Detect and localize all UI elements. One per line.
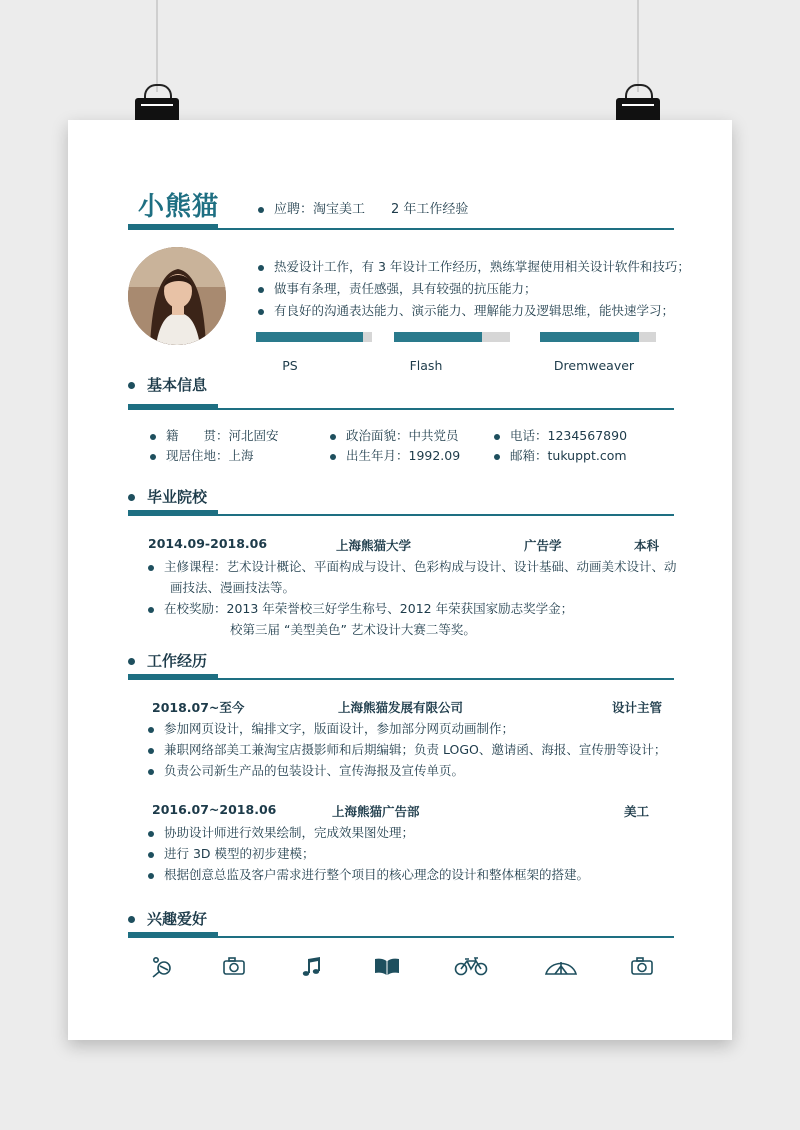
section-title-text: 兴趣爱好 xyxy=(147,910,208,928)
camera-icon xyxy=(222,956,246,976)
bullet-dot xyxy=(148,852,154,858)
section-title-education xyxy=(128,486,207,507)
edu-award xyxy=(148,599,573,617)
edu-degree: 本科 xyxy=(634,538,660,553)
section-rule xyxy=(128,678,674,680)
tennis-icon xyxy=(150,956,174,976)
bullet-dot xyxy=(258,207,264,213)
intro-item xyxy=(258,300,698,322)
job-duty-text: 参加网页设计，编排文字，版面设计，参加部分网页动画制作； xyxy=(164,721,515,736)
job-duty xyxy=(148,719,514,737)
section-title-hobbies xyxy=(128,908,207,929)
bullet-dot xyxy=(148,831,154,837)
resume-page xyxy=(68,120,732,1040)
section-title-text: 基本信息 xyxy=(147,376,208,394)
bullet-dot xyxy=(258,265,264,271)
section-dot xyxy=(128,916,135,923)
job-duty-text: 协助设计师进行效果绘制，完成效果图处理； xyxy=(164,825,415,840)
bullet-dot xyxy=(148,748,154,754)
bullet-dot xyxy=(150,454,156,460)
info-text: 出生年月：1992.09 xyxy=(346,448,461,463)
skill-fill-ps xyxy=(256,332,363,342)
section-dot xyxy=(128,494,135,501)
edu-award-text: 在校奖励：2013 年荣誉校三好学生称号、2012 年荣获国家励志奖学金； xyxy=(164,601,574,616)
intro-item xyxy=(258,256,698,278)
info-phone xyxy=(494,426,627,444)
info-text: 政治面貌：中共党员 xyxy=(346,428,459,443)
apply-text: 应聘：淘宝美工 2 年工作经验 xyxy=(274,202,469,217)
bullet-dot xyxy=(148,873,154,879)
intro-text: 有良好的沟通表达能力、演示能力、理解能力及逻辑思维，能快速学习； xyxy=(274,303,675,318)
section-title-basic xyxy=(128,374,207,395)
edu-award-cont: 校第三届 “美型美色” 艺术设计大赛二等奖。 xyxy=(230,622,476,637)
section-rule xyxy=(128,514,674,516)
hanging-wire-right xyxy=(637,0,639,92)
edu-major: 广告学 xyxy=(524,538,562,553)
candidate-name: 小熊猫 xyxy=(138,192,220,222)
bullet-dot xyxy=(148,607,154,613)
intro-item xyxy=(258,278,698,300)
job-duty xyxy=(148,740,666,758)
bicycle-icon xyxy=(454,956,488,976)
job-position: 设计主管 xyxy=(612,700,663,715)
info-text: 邮箱：tukuppt.com xyxy=(510,448,627,463)
skill-fill-dremweaver xyxy=(540,332,639,342)
edu-school: 上海熊猫大学 xyxy=(336,538,412,553)
bullet-dot xyxy=(150,434,156,440)
job-duty-text: 兼职网络部美工兼淘宝店摄影师和后期编辑；负责 LOGO、邀请函、海报、宣传册等设计； xyxy=(164,742,667,757)
job-company: 上海熊猫发展有限公司 xyxy=(338,700,464,715)
section-title-text: 工作经历 xyxy=(147,652,208,670)
bullet-dot xyxy=(258,287,264,293)
info-political xyxy=(330,426,459,444)
hanging-wire-left xyxy=(156,0,158,92)
job-duty xyxy=(148,761,464,779)
job-duty xyxy=(148,823,414,841)
edu-period: 2014.09-2018.06 xyxy=(148,536,268,551)
section-rule xyxy=(128,936,674,938)
skill-label-flash: Flash xyxy=(409,358,443,373)
music-icon xyxy=(300,956,324,976)
edu-course-cont: 画技法、漫画技法等。 xyxy=(170,580,296,595)
skill-label-dremweaver: Dremweaver xyxy=(553,358,635,373)
book-icon xyxy=(374,956,398,976)
info-residence xyxy=(150,446,254,464)
bullet-dot xyxy=(258,309,264,315)
job-position: 美工 xyxy=(624,804,650,819)
bullet-dot xyxy=(148,565,154,571)
info-text: 现居住地：上海 xyxy=(166,448,254,463)
bullet-dot xyxy=(148,727,154,733)
skill-bar-dremweaver xyxy=(540,332,656,342)
bullet-dot xyxy=(148,769,154,775)
header-rule xyxy=(128,228,674,230)
self-intro xyxy=(258,256,698,322)
info-text: 电话：1234567890 xyxy=(510,428,628,443)
skill-bar-flash xyxy=(394,332,510,342)
section-dot xyxy=(128,382,135,389)
skill-label-ps: PS xyxy=(282,358,298,373)
job-period: 2018.07~至今 xyxy=(152,700,245,715)
bullet-dot xyxy=(330,454,336,460)
job-duty xyxy=(148,865,589,883)
job-duty-text: 进行 3D 模型的初步建模； xyxy=(164,846,315,861)
info-email xyxy=(494,446,627,464)
section-rule xyxy=(128,408,674,410)
job-company: 上海熊猫广告部 xyxy=(332,804,420,819)
edu-course xyxy=(148,557,677,575)
bullet-dot xyxy=(330,434,336,440)
bullet-dot xyxy=(494,454,500,460)
skill-bar-ps xyxy=(256,332,372,342)
job-duty xyxy=(148,844,315,862)
edu-course-text: 主修课程：艺术设计概论、平面构成与设计、色彩构成与设计、设计基础、动画美术设计、动 xyxy=(164,559,677,574)
intro-text: 热爱设计工作，有 3 年设计工作经历，熟练掌握使用相关设计软件和技巧； xyxy=(274,259,690,274)
job-duty-text: 根据创意总监及客户需求进行整个项目的核心理念的设计和整体框架的搭建。 xyxy=(164,867,590,882)
section-title-work xyxy=(128,650,207,671)
camera-icon xyxy=(630,956,654,976)
tent-icon xyxy=(544,956,578,976)
info-text: 籍 贯：河北固安 xyxy=(166,428,279,443)
bullet-dot xyxy=(494,434,500,440)
apply-info xyxy=(258,198,468,217)
skill-fill-flash xyxy=(394,332,482,342)
info-origin xyxy=(150,426,279,444)
avatar xyxy=(128,247,226,345)
job-period: 2016.07~2018.06 xyxy=(152,802,277,817)
intro-text: 做事有条理，责任感强，具有较强的抗压能力； xyxy=(274,281,537,296)
section-title-text: 毕业院校 xyxy=(147,488,208,506)
job-duty-text: 负责公司新生产品的包装设计、宣传海报及宣传单页。 xyxy=(164,763,465,778)
info-birth xyxy=(330,446,460,464)
section-dot xyxy=(128,658,135,665)
